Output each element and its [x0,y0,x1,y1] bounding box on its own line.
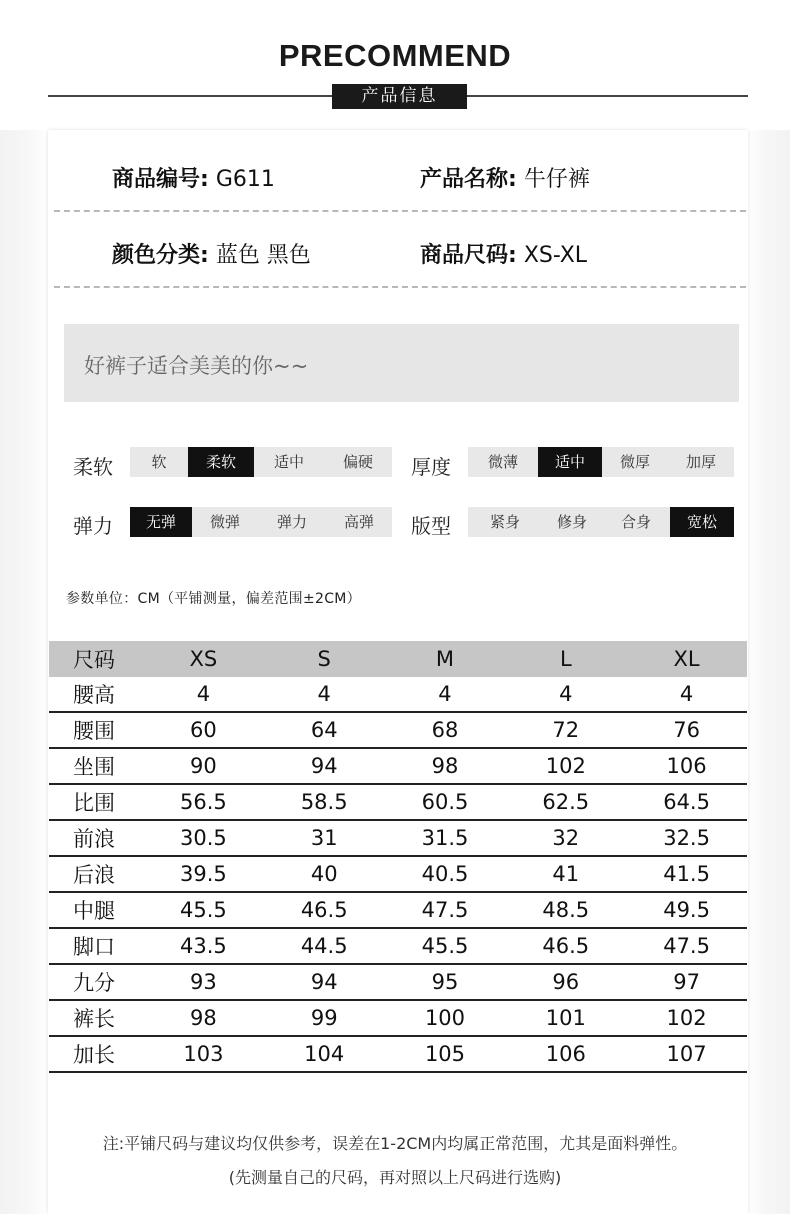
table-cell: 43.5 [143,928,264,964]
row-label: 腰围 [49,712,143,748]
row-label: 后浪 [49,856,143,892]
dashed-divider [54,210,746,212]
table-cell: 101 [505,1000,626,1036]
table-row [49,784,747,820]
table-cell: 47.5 [626,928,747,964]
table-cell: 98 [385,748,506,784]
product-color-label: 颜色分类: [112,243,209,268]
thickness-option: 微薄 [487,453,518,471]
table-cell: 4 [264,677,385,712]
table-cell: 62.5 [505,784,626,820]
product-name [420,162,590,193]
table-cell: 46.5 [264,892,385,928]
size-table [49,641,747,1073]
table-header: 尺码 [49,641,143,677]
fit-option: 紧身 [489,513,520,531]
table-cell: 39.5 [143,856,264,892]
softness-options [130,447,392,477]
product-size-value: XS-XL [523,243,588,268]
table-cell: 45.5 [143,892,264,928]
thickness-option: 适中 [538,447,602,477]
table-cell: 102 [626,1000,747,1036]
elasticity-option: 高弹 [343,513,374,531]
table-cell: 40.5 [385,856,506,892]
table-cell: 4 [505,677,626,712]
table-cell: 99 [264,1000,385,1036]
table-cell: 98 [143,1000,264,1036]
table-cell: 104 [264,1036,385,1072]
softness-option: 软 [151,453,167,471]
table-row [49,928,747,964]
table-cell: 56.5 [143,784,264,820]
table-header: S [264,641,385,677]
product-size-label: 商品尺码: [420,243,517,268]
table-cell: 97 [626,964,747,1000]
thickness-label: 厚度 [411,455,451,479]
table-cell: 40 [264,856,385,892]
table-cell: 102 [505,748,626,784]
elasticity-option: 无弹 [130,507,192,537]
table-cell: 106 [626,748,747,784]
row-label: 坐围 [49,748,143,784]
table-cell: 45.5 [385,928,506,964]
row-label: 裤长 [49,1000,143,1036]
table-header: XS [143,641,264,677]
table-row [49,892,747,928]
table-cell: 32 [505,820,626,856]
product-code-label: 商品编号: [112,167,209,192]
row-label: 九分 [49,964,143,1000]
table-cell: 48.5 [505,892,626,928]
table-cell: 30.5 [143,820,264,856]
table-cell: 41 [505,856,626,892]
fit-option: 修身 [556,513,587,531]
slogan-box [64,324,739,402]
page-title: PRECOMMEND [278,38,512,73]
slogan-text: 好裤子适合美美的你~~ [84,354,309,378]
product-size [420,238,587,269]
table-cell: 95 [385,964,506,1000]
table-cell: 107 [626,1036,747,1072]
table-cell: 105 [385,1036,506,1072]
table-cell: 103 [143,1036,264,1072]
table-cell: 72 [505,712,626,748]
fit-option: 宽松 [670,507,734,537]
table-row [49,964,747,1000]
row-label: 中腿 [49,892,143,928]
table-cell: 90 [143,748,264,784]
table-cell: 31 [264,820,385,856]
table-header: L [505,641,626,677]
table-cell: 96 [505,964,626,1000]
table-cell: 94 [264,964,385,1000]
table-cell: 32.5 [626,820,747,856]
thickness-options [468,447,734,477]
table-header: XL [626,641,747,677]
table-cell: 76 [626,712,747,748]
size-table-body [49,677,747,1072]
table-row [49,712,747,748]
fit-label: 版型 [411,514,451,538]
table-cell: 106 [505,1036,626,1072]
product-name-label: 产品名称: [420,167,517,192]
elasticity-label: 弹力 [73,514,113,538]
table-cell: 68 [385,712,506,748]
table-cell: 60 [143,712,264,748]
table-row [49,856,747,892]
table-cell: 44.5 [264,928,385,964]
table-row [49,1036,747,1072]
product-color-value: 蓝色 黑色 [215,243,311,268]
dashed-divider [54,286,746,288]
table-cell: 94 [264,748,385,784]
table-header-row [49,641,747,677]
fit-options [468,507,734,537]
table-header: M [385,641,506,677]
row-label: 加长 [49,1036,143,1072]
product-code [112,162,275,193]
product-name-value: 牛仔裤 [523,167,590,192]
fit-option: 合身 [620,513,651,531]
table-row [49,748,747,784]
softness-option: 适中 [273,453,304,471]
right-shadow [748,130,790,1214]
section-badge: 产品信息 [332,84,467,109]
table-cell: 64 [264,712,385,748]
product-code-value: G611 [215,167,275,192]
product-color [112,238,311,269]
softness-option: 柔软 [188,447,254,477]
measure-tip: (先测量自己的尺码，再对照以上尺码进行选购) [228,1168,562,1187]
row-label: 腰高 [49,677,143,712]
table-cell: 60.5 [385,784,506,820]
row-label: 比围 [49,784,143,820]
softness-option: 偏硬 [342,453,373,471]
table-cell: 4 [626,677,747,712]
table-cell: 31.5 [385,820,506,856]
disclaimer-note: 注:平铺尺码与建议均仅供参考，误差在1-2CM内均属正常范围，尤其是面料弹性。 [102,1134,688,1153]
elasticity-option: 弹力 [276,513,307,531]
row-label: 前浪 [49,820,143,856]
table-cell: 47.5 [385,892,506,928]
table-cell: 93 [143,964,264,1000]
table-cell: 4 [385,677,506,712]
table-cell: 41.5 [626,856,747,892]
table-cell: 58.5 [264,784,385,820]
table-row [49,677,747,712]
table-cell: 46.5 [505,928,626,964]
table-row [49,820,747,856]
thickness-option: 加厚 [685,453,716,471]
elasticity-option: 微弹 [209,513,240,531]
row-label: 脚口 [49,928,143,964]
table-row [49,1000,747,1036]
table-cell: 100 [385,1000,506,1036]
table-cell: 64.5 [626,784,747,820]
left-shadow [0,130,48,1214]
unit-note: 参数单位：CM（平铺测量，偏差范围±2CM） [66,591,361,607]
table-cell: 49.5 [626,892,747,928]
thickness-option: 微厚 [619,453,650,471]
elasticity-options [130,507,392,537]
table-cell: 4 [143,677,264,712]
softness-label: 柔软 [73,455,113,479]
